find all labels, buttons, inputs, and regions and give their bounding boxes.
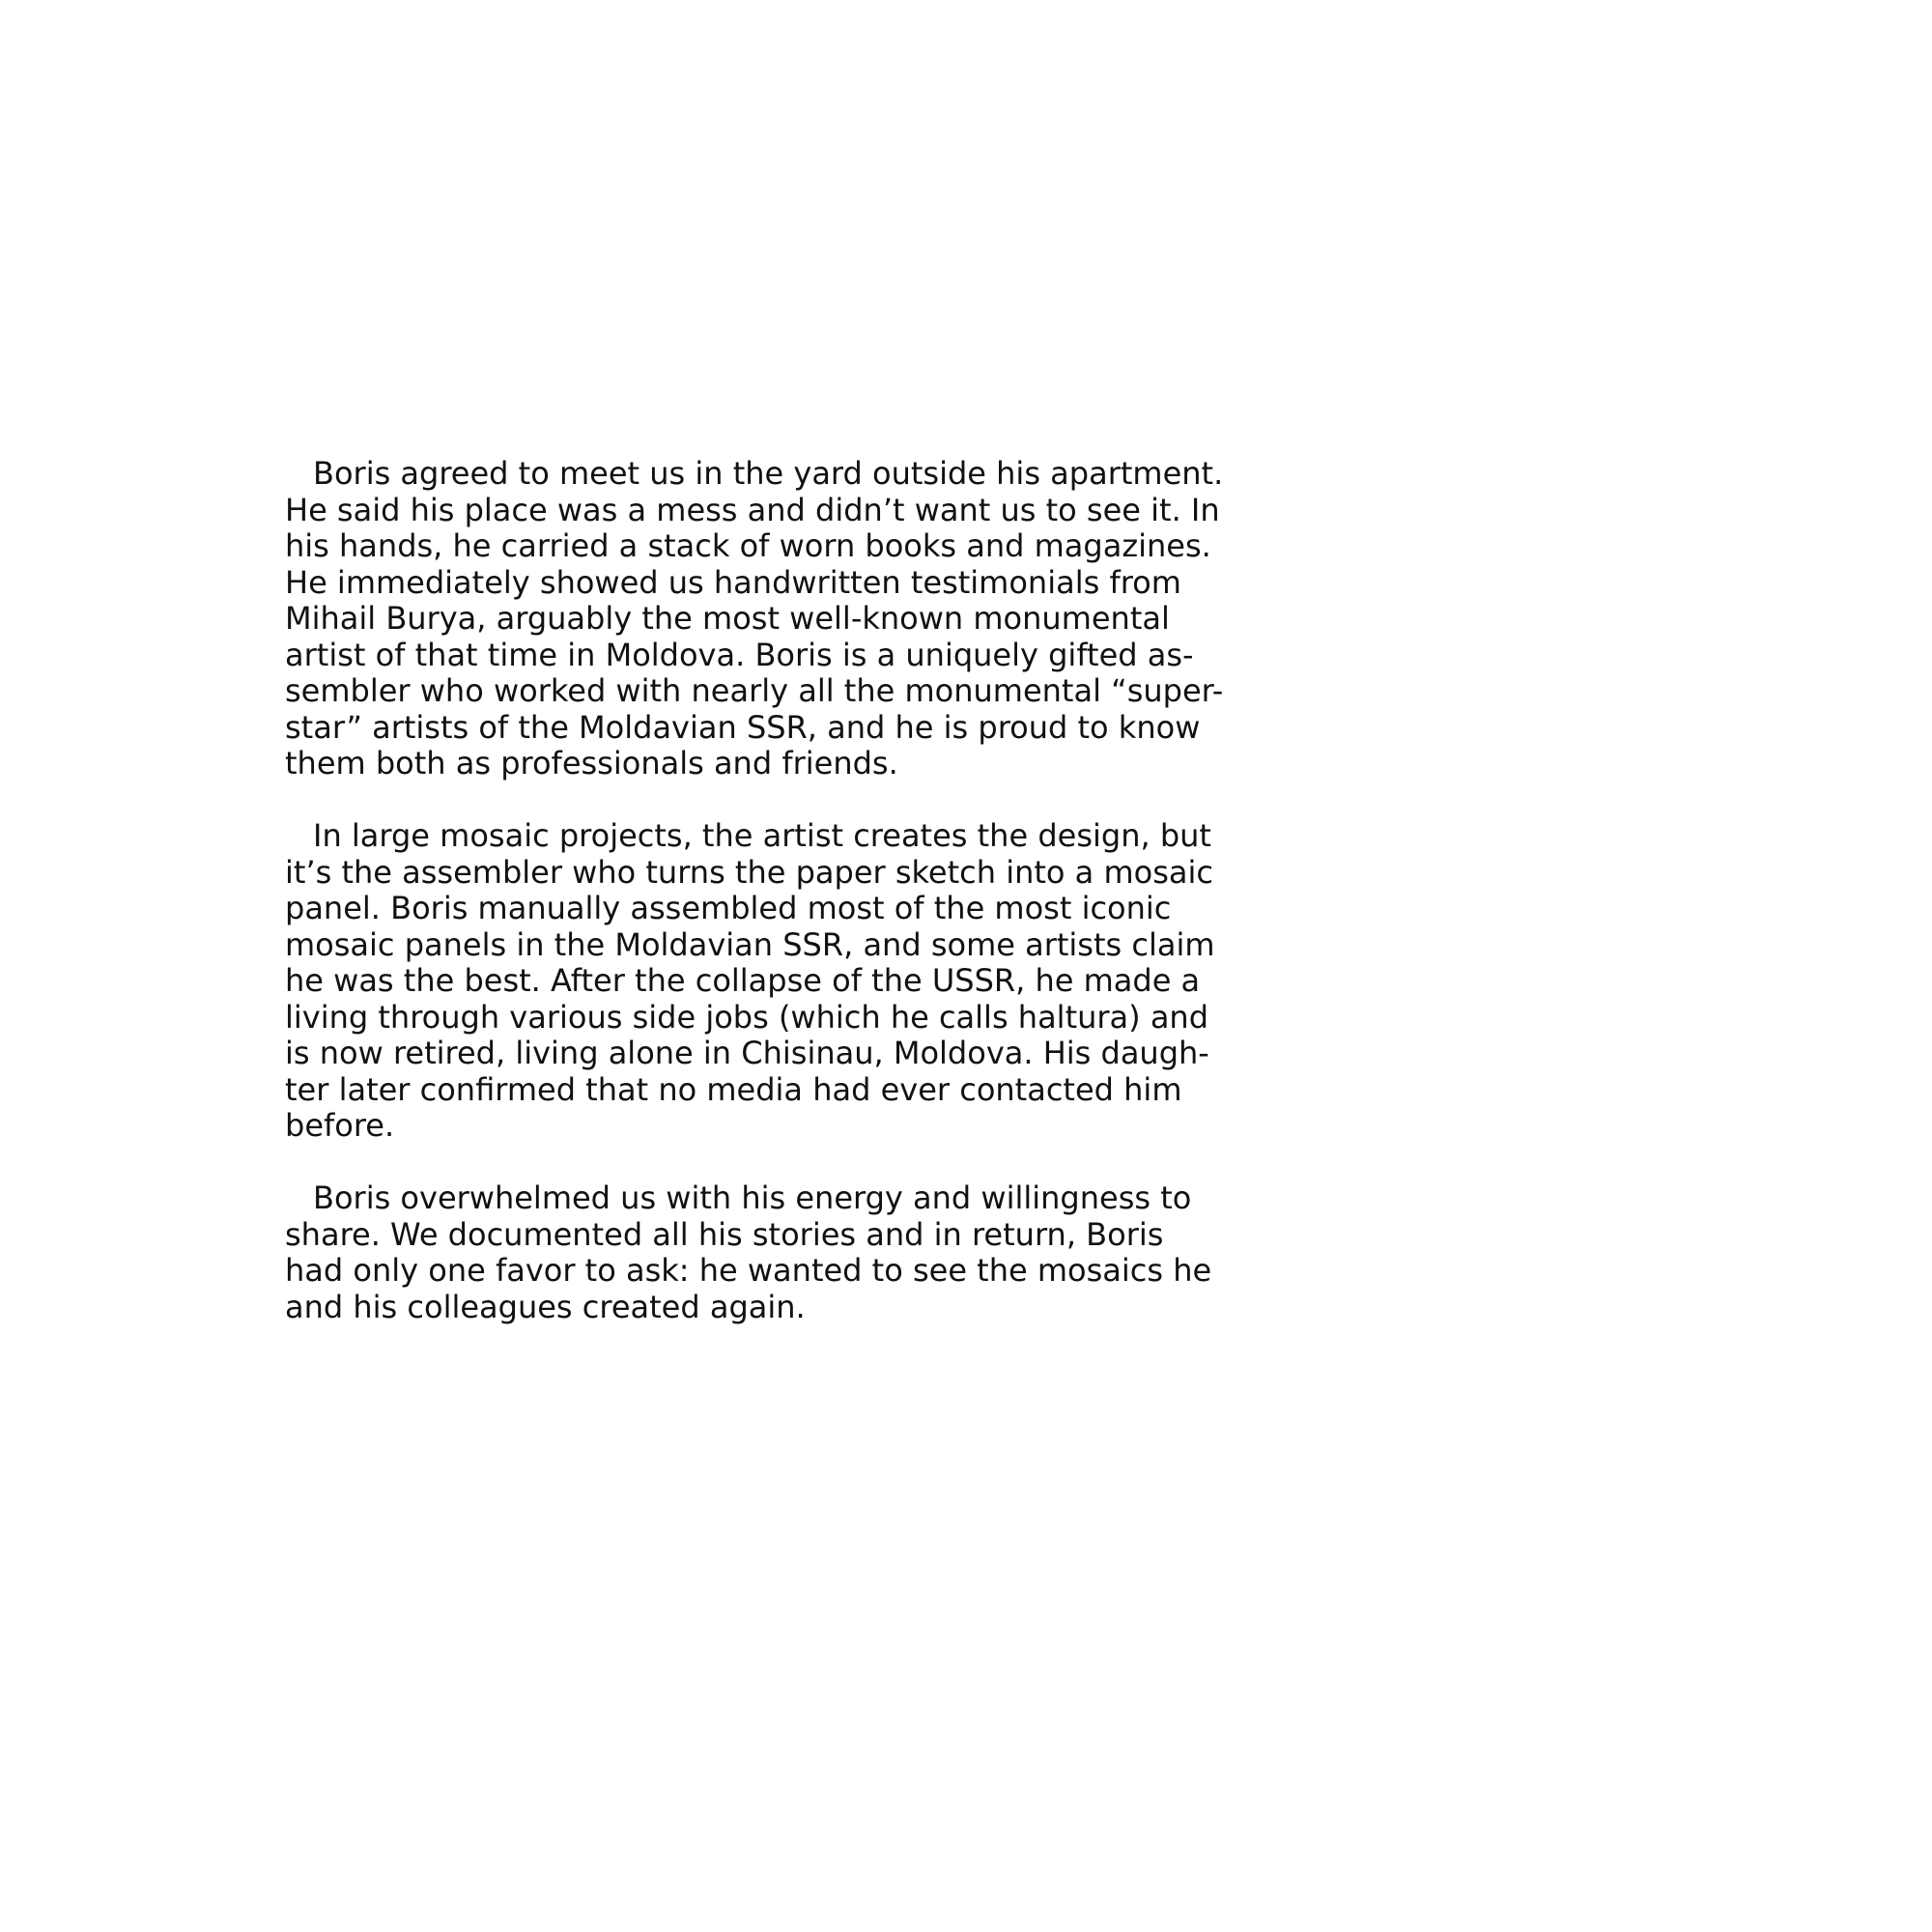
- text-line: artist of that time in Moldova. Boris is a uniquely gifted as-: [285, 636, 1194, 673]
- text-line: before.: [285, 1107, 395, 1144]
- text-line: living through various side jobs (which he calls haltura) and: [285, 998, 1209, 1036]
- text-line: He said his place was a mess and didn’t want us to see it. In: [285, 491, 1220, 528]
- text-line: Mihail Burya, arguably the most well-known monumental: [285, 600, 1170, 637]
- text-line: his hands, he carried a stack of worn books and magazines.: [285, 527, 1211, 564]
- text-line: had only one favor to ask: he wanted to see the mosaics he: [285, 1252, 1212, 1289]
- text-line: mosaic panels in the Moldavian SSR, and some artists claim: [285, 925, 1215, 963]
- text-line: star” artists of the Moldavian SSR, and he is proud to know: [285, 708, 1201, 746]
- article-body: [285, 456, 1290, 1362]
- text-line: sembler who worked with nearly all the monumental “super-: [285, 672, 1224, 709]
- text-line: and his colleagues created again.: [285, 1288, 806, 1325]
- text-line: In large mosaic projects, the artist creates the design, but: [313, 817, 1211, 854]
- text-line: ter later confirmed that no media had ever contacted him: [285, 1070, 1182, 1108]
- text-line: Boris agreed to meet us in the yard outside his apartment.: [313, 455, 1224, 492]
- text-line: share. We documented all his stories and in return, Boris: [285, 1215, 1164, 1253]
- paragraph-2: [285, 818, 1290, 1145]
- text-line: them both as professionals and friends.: [285, 745, 898, 781]
- text-line: panel. Boris manually assembled most of the most iconic: [285, 890, 1172, 926]
- text-line: he was the best. After the collapse of the USSR, he made a: [285, 962, 1201, 999]
- paragraph-1: [285, 456, 1290, 782]
- text-line: Boris overwhelmed us with his energy and willingness to: [313, 1179, 1192, 1216]
- text-line: it’s the assembler who turns the paper sketch into a mosaic: [285, 853, 1213, 891]
- paragraph-3: [285, 1180, 1290, 1325]
- text-line: is now retired, living alone in Chisinau, Moldova. His daugh-: [285, 1035, 1209, 1071]
- text-line: He immediately showed us handwritten testimonials from: [285, 563, 1181, 601]
